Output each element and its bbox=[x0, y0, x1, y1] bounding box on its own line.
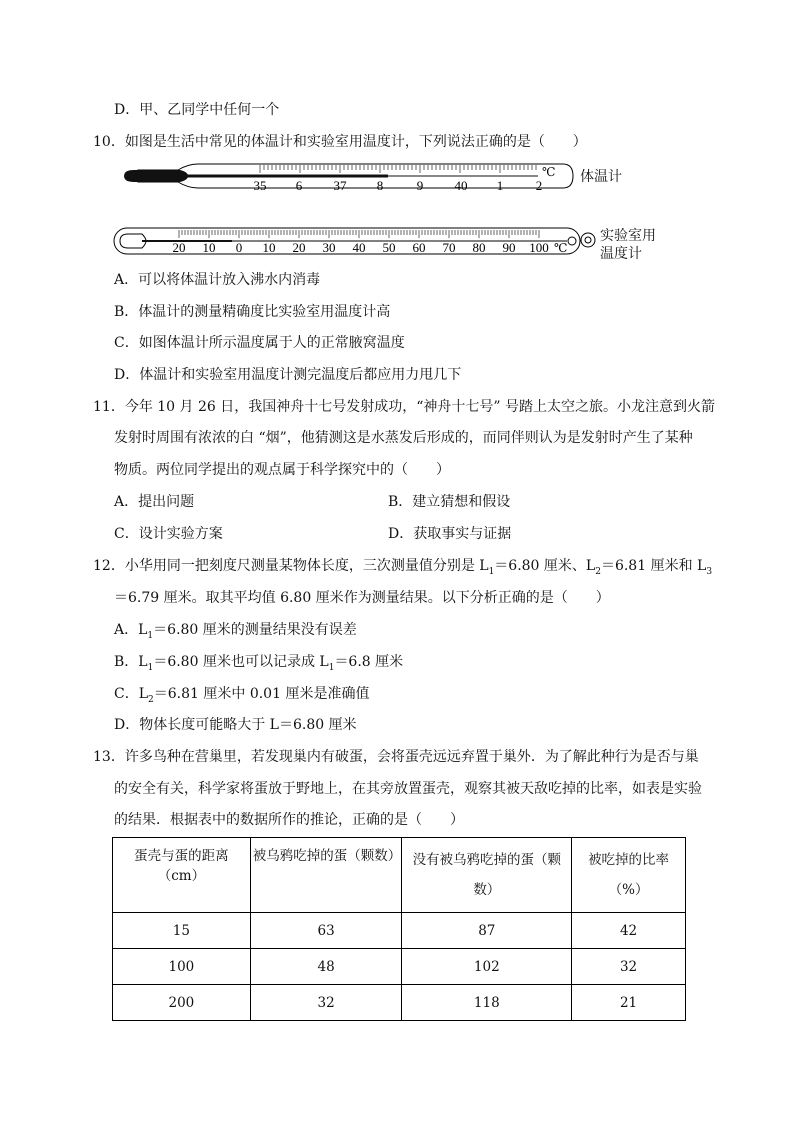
table-header-cell: 蛋壳与蛋的距离（cm） bbox=[113, 838, 251, 913]
q11-option-d: D．获取事实与证据 bbox=[388, 526, 512, 542]
lab-tick-label: 10 bbox=[262, 240, 276, 255]
table-header-cell: 被吃掉的比率（%） bbox=[572, 838, 686, 913]
q11-option-c: C．设计实验方案 bbox=[114, 526, 223, 542]
q12-option-c: C．$L_2=6.81$ 厘米中 0.01 厘米是准确值 bbox=[114, 686, 370, 705]
table-cell: 118 bbox=[402, 985, 572, 1021]
q11-option-b: B．建立猜想和假设 bbox=[388, 494, 511, 510]
table-cell: 100 bbox=[113, 949, 251, 985]
q10-stem: 10．如图是生活中常见的体温计和实验室用温度计，下列说法正确的是（ ） bbox=[93, 134, 587, 150]
lab-tick-label: 80 bbox=[472, 240, 486, 255]
table-row bbox=[113, 913, 686, 949]
q11-option-a: A．提出问题 bbox=[114, 494, 195, 510]
clinical-tick-label: 9 bbox=[416, 178, 424, 193]
q11-stem-line2: 发射时周围有浓浓的白 “烟”，他猜测这是水蒸发后形成的，而同伴则认为是发射时产生了某种 bbox=[114, 430, 693, 446]
table-header-row bbox=[113, 838, 686, 913]
q11-stem-line1: 11．今年 10 月 26 日，我国神舟十七号发射成功，“神舟十七号” 号踏上太空之旅。小龙注意到火箭 bbox=[93, 399, 716, 415]
table-cell: 48 bbox=[250, 949, 402, 985]
lab-tick-label: 30 bbox=[322, 240, 336, 255]
q13-stem-line3: 的结果．根据表中的数据所作的推论，正确的是（ ） bbox=[114, 812, 464, 828]
clinical-thermometer-figure bbox=[118, 160, 580, 198]
clinical-tick-label: 2 bbox=[535, 178, 543, 193]
table-cell: 21 bbox=[572, 985, 686, 1021]
q10-option-c: C．如图体温计所示温度属于人的正常腋窝温度 bbox=[114, 335, 405, 351]
q13-stem-line1: 13．许多鸟种在营巢里，若发现巢内有破蛋，会将蛋壳远远弃置于巢外．为了解此种行为是否与巢 bbox=[93, 749, 699, 765]
table-cell: 87 bbox=[402, 913, 572, 949]
lab-tick-label: 0 bbox=[235, 240, 243, 255]
lab-tick-label: 50 bbox=[382, 240, 396, 255]
lab-tick-label: 10 bbox=[202, 240, 216, 255]
lab-tick-label: 70 bbox=[442, 240, 456, 255]
table-cell: 32 bbox=[250, 985, 402, 1021]
lab-unit-label: ℃ bbox=[554, 241, 568, 255]
q12-stem-line1: 12．小华用同一把刻度尺测量某物体长度，三次测量值分别是 $L_1=6.80$ 厘米、$L_2=6.81$ 厘米和 $L_3$ bbox=[93, 558, 713, 577]
q12-option-a: A．$L_1=6.80$ 厘米的测量结果没有误差 bbox=[114, 622, 357, 641]
egg-predation-table bbox=[112, 837, 686, 1021]
table-cell: 32 bbox=[572, 949, 686, 985]
clinical-tick-label: 6 bbox=[295, 178, 303, 193]
table-header-cell: 被乌鸦吃掉的蛋（颗数） bbox=[250, 838, 402, 913]
table-row bbox=[113, 949, 686, 985]
clinical-tick-label: 37 bbox=[333, 178, 347, 193]
lab-tick-label: 100 bbox=[529, 240, 549, 255]
lab-tick-label: 40 bbox=[352, 240, 366, 255]
clinical-tick-label: 1 bbox=[496, 178, 504, 193]
clinical-thermometer-bulb bbox=[124, 170, 188, 182]
clinical-tick-label: 8 bbox=[376, 178, 384, 193]
clinical-unit-label: ℃ bbox=[542, 165, 556, 179]
lab-thermometer-figure bbox=[112, 226, 602, 256]
clinical-thermometer-label: 体温计 bbox=[580, 169, 622, 185]
table-cell: 15 bbox=[113, 913, 251, 949]
table-cell: 42 bbox=[572, 913, 686, 949]
clinical-tick-label: 40 bbox=[454, 178, 468, 193]
lab-tick-label: 60 bbox=[412, 240, 426, 255]
table-cell: 102 bbox=[402, 949, 572, 985]
q11-stem-line3: 物质。两位同学提出的观点属于科学探究中的（ ） bbox=[114, 462, 450, 478]
table-cell: 200 bbox=[113, 985, 251, 1021]
table-header-cell: 没有被乌鸦吃掉的蛋（颗数） bbox=[402, 838, 572, 913]
lab-tick-label: 20 bbox=[172, 240, 186, 255]
q10-option-d: D．体温计和实验室用温度计测完温度后都应用力甩几下 bbox=[114, 367, 462, 383]
lab-tick-label: 90 bbox=[502, 240, 516, 255]
q12-option-b: B．$L_1=6.80$ 厘米也可以记录成 $L_1=6.8$ 厘米 bbox=[114, 654, 404, 673]
lab-thermometer-label-line1: 实验室用 bbox=[600, 228, 656, 244]
q10-option-b: B．体温计的测量精确度比实验室用温度计高 bbox=[114, 304, 391, 320]
lab-tick-label: 20 bbox=[292, 240, 306, 255]
lab-thermometer-label-line2: 温度计 bbox=[600, 246, 642, 262]
table-cell: 63 bbox=[250, 913, 402, 949]
q10-option-a: A．可以将体温计放入沸水内消毒 bbox=[114, 272, 321, 288]
clinical-tick-label: 35 bbox=[253, 178, 267, 193]
q12-stem-line2: ＝6.79 厘米。取其平均值 6.80 厘米作为测量结果。以下分析正确的是（ ） bbox=[114, 590, 610, 606]
q13-stem-line2: 的安全有关，科学家将蛋放于野地上，在其旁放置蛋壳，观察其被天敌吃掉的比率，如表是实验 bbox=[114, 781, 702, 797]
q9-option-d: D．甲、乙同学中任何一个 bbox=[114, 102, 280, 118]
table-row bbox=[113, 985, 686, 1021]
q12-option-d: D．物体长度可能略大于 L＝6.80 厘米 bbox=[114, 717, 357, 733]
